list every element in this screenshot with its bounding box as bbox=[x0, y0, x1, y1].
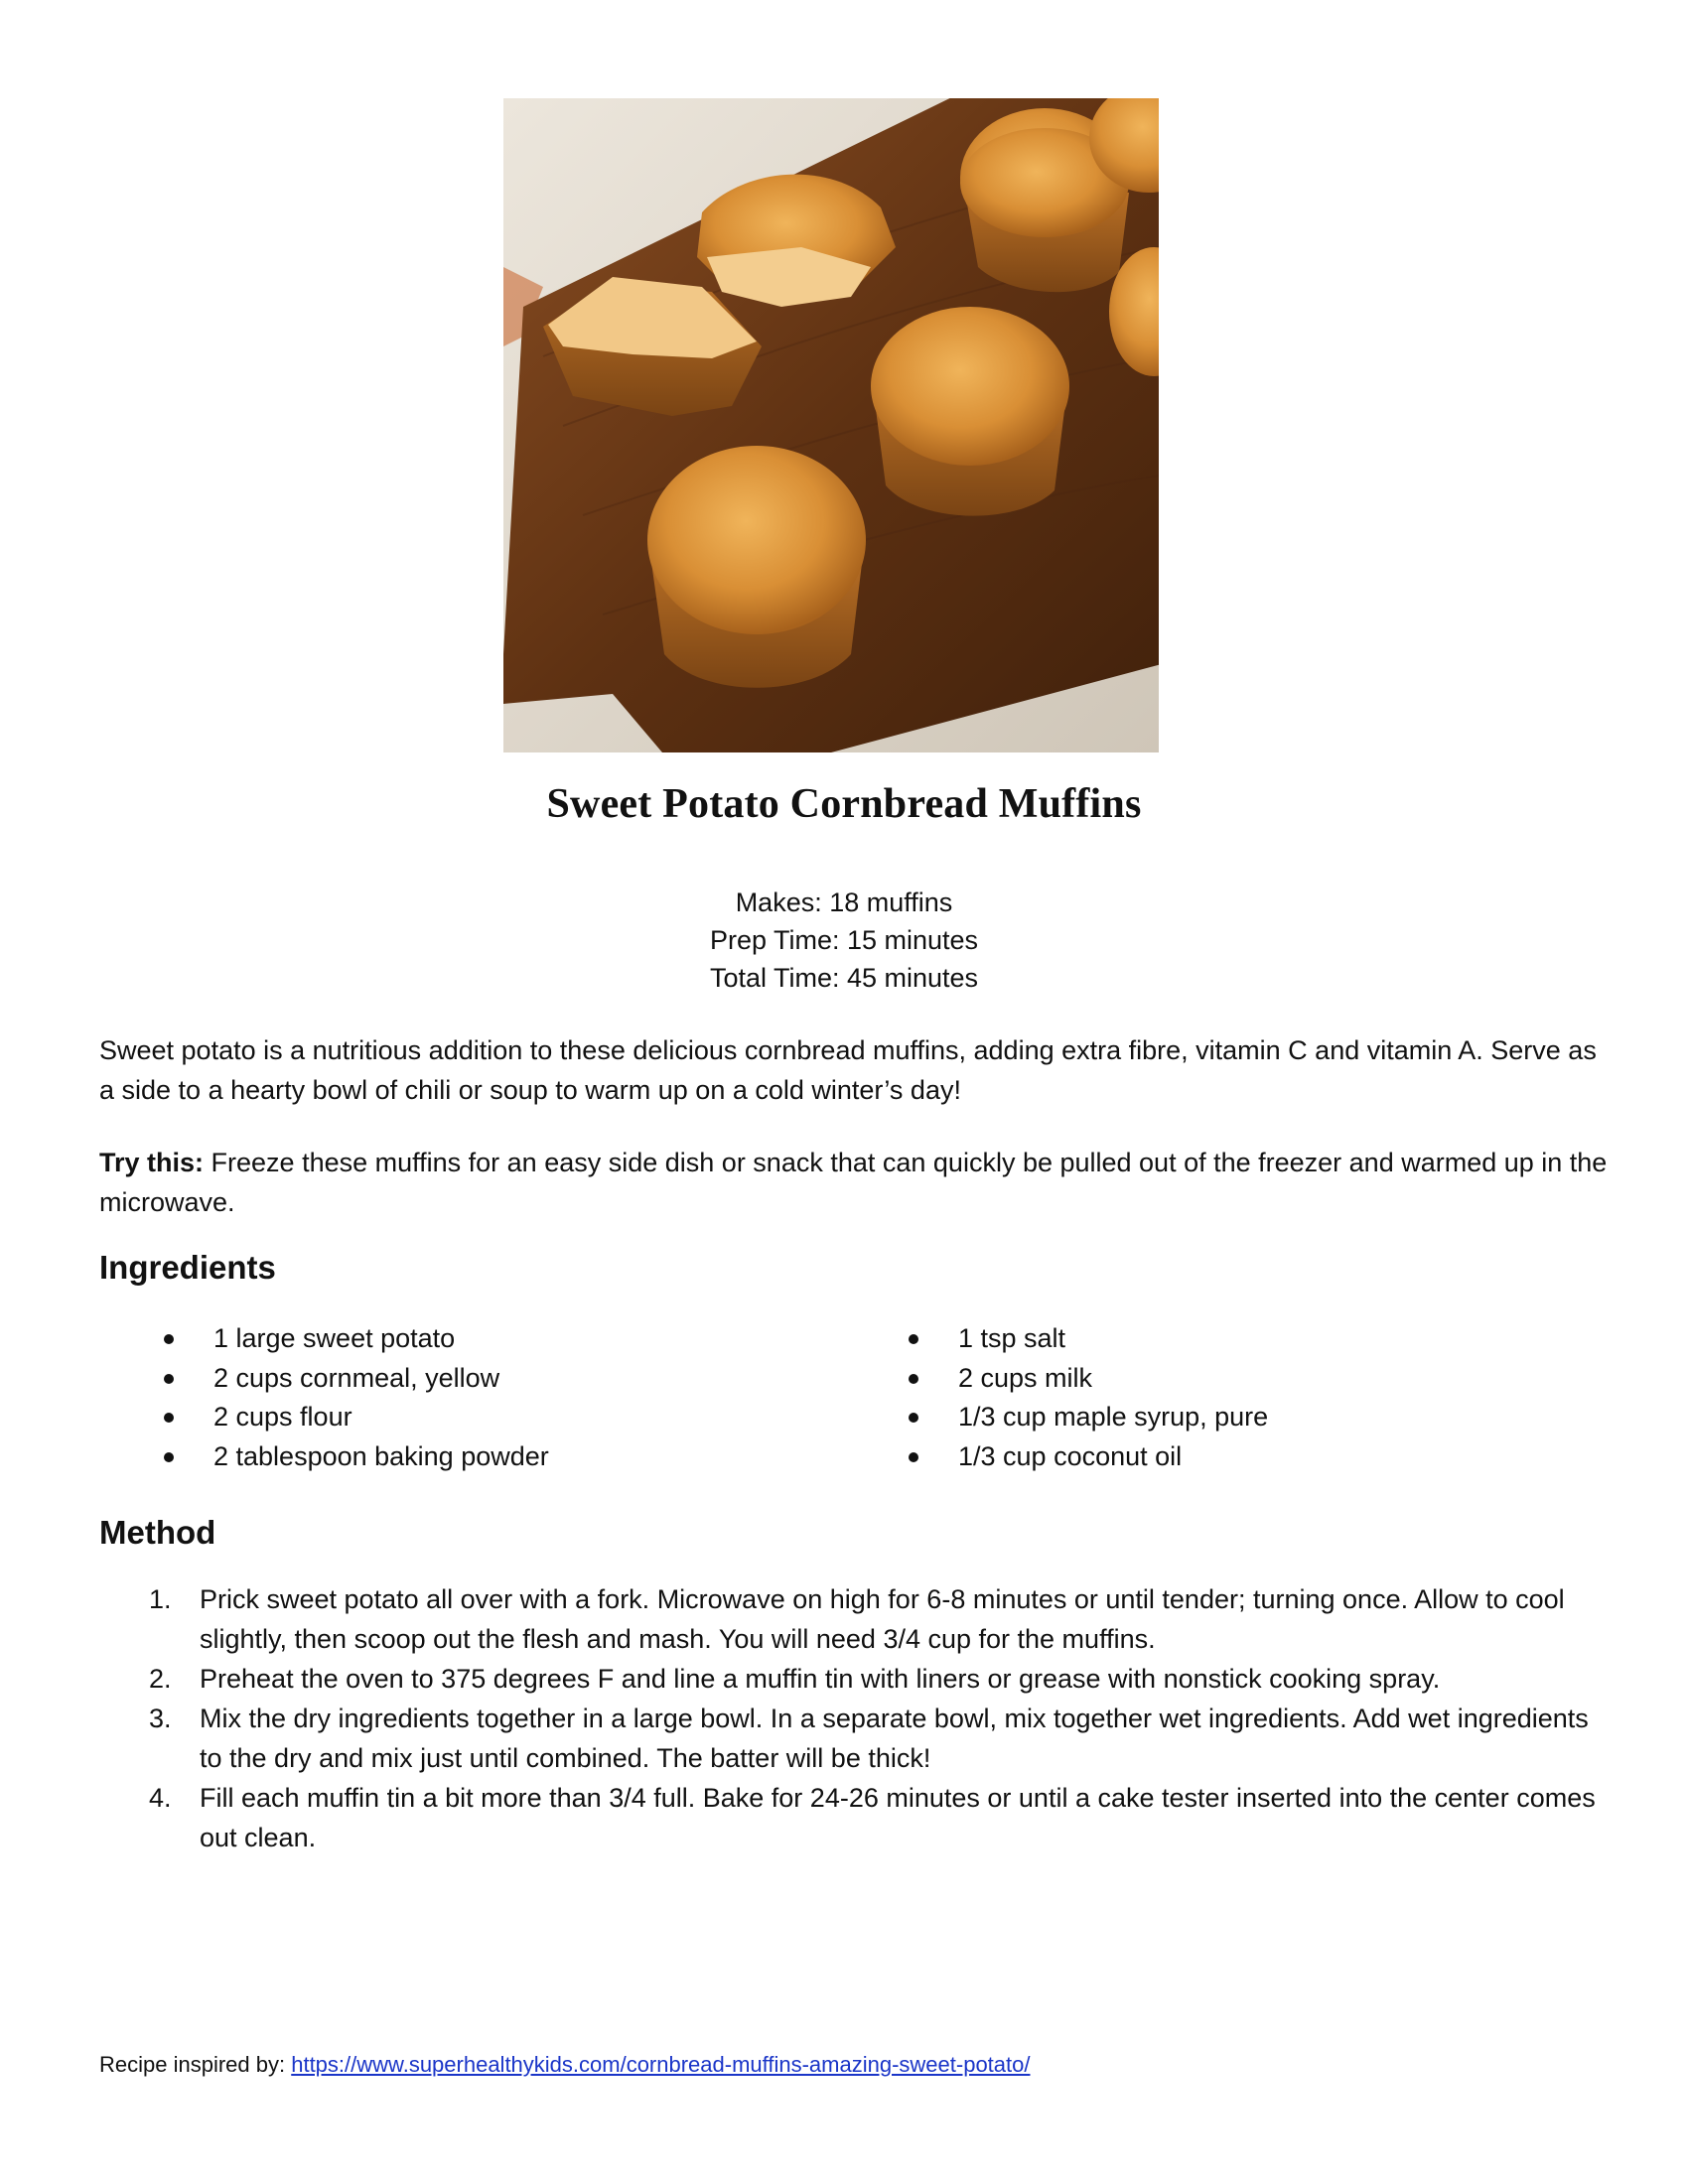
recipe-source bbox=[99, 2052, 1030, 2078]
bullet-icon bbox=[909, 1413, 918, 1423]
ingredient-text: 1 large sweet potato bbox=[213, 1323, 456, 1353]
ingredient-text: 1/3 cup coconut oil bbox=[958, 1440, 1183, 1471]
method-step bbox=[99, 1778, 1609, 1857]
step-number: 1. bbox=[149, 1584, 172, 1614]
bullet-icon bbox=[909, 1334, 918, 1344]
list-item bbox=[909, 1437, 1544, 1477]
method-steps bbox=[99, 1579, 1609, 1857]
ingredients-list-left bbox=[164, 1319, 779, 1476]
tip-paragraph bbox=[99, 1143, 1609, 1222]
recipe-meta bbox=[0, 884, 1688, 997]
list-item bbox=[164, 1398, 779, 1437]
method-heading: Method bbox=[99, 1514, 216, 1551]
step-number: 4. bbox=[149, 1783, 172, 1813]
ingredients-list-right bbox=[909, 1319, 1544, 1476]
bullet-icon bbox=[164, 1374, 174, 1384]
step-text: Preheat the oven to 375 degrees F and line a muffin tin with liners or grease with nonstick cooking spray. bbox=[200, 1664, 1441, 1694]
step-number: 2. bbox=[149, 1664, 172, 1694]
makes-text: Makes: 18 muffins bbox=[735, 887, 953, 917]
bullet-icon bbox=[164, 1452, 174, 1462]
step-text: Mix the dry ingredients together in a large bowl. In a separate bowl, mix together wet ingredients. Add wet ingredients to the dry and mix just until combined. The batter will be thick! bbox=[200, 1704, 1589, 1773]
list-item bbox=[164, 1359, 779, 1399]
list-item bbox=[909, 1359, 1544, 1399]
total-time-text: Total Time: 45 minutes bbox=[709, 963, 979, 993]
muffin-photo bbox=[503, 98, 1159, 752]
method-step bbox=[99, 1579, 1609, 1659]
tip-text: Freeze these muffins for an easy side dish or snack that can quickly be pulled out of the freezer and warmed up in the microwave. bbox=[99, 1148, 1608, 1217]
step-number: 3. bbox=[149, 1704, 172, 1733]
list-item bbox=[164, 1437, 779, 1477]
method-step bbox=[99, 1699, 1609, 1778]
prep-time-text: Prep Time: 15 minutes bbox=[709, 925, 979, 955]
ingredient-text: 1/3 cup maple syrup, pure bbox=[958, 1402, 1269, 1432]
source-link[interactable]: https://www.superhealthykids.com/cornbread-muffins-amazing-sweet-potato/ bbox=[291, 2052, 1031, 2077]
ingredient-text: 2 cups milk bbox=[958, 1362, 1093, 1393]
recipe-title: Sweet Potato Cornbread Muffins bbox=[546, 781, 1142, 827]
list-item bbox=[164, 1319, 779, 1359]
bullet-icon bbox=[909, 1452, 918, 1462]
bullet-icon bbox=[164, 1413, 174, 1423]
ingredient-text: 2 tablespoon baking powder bbox=[213, 1440, 549, 1471]
method-step bbox=[99, 1659, 1609, 1699]
intro-paragraph: Sweet potato is a nutritious addition to these delicious cornbread muffins, adding extra fibre, vitamin C and vitamin A. Serve as a side to a hearty bowl of chili or soup to warm up on a cold winter’s day! bbox=[99, 1035, 1597, 1105]
tip-label: Try this: bbox=[99, 1148, 205, 1177]
ingredients-heading: Ingredients bbox=[99, 1249, 276, 1286]
list-item bbox=[909, 1398, 1544, 1437]
bullet-icon bbox=[909, 1374, 918, 1384]
ingredient-text: 1 tsp salt bbox=[958, 1323, 1066, 1353]
step-text: Prick sweet potato all over with a fork. Microwave on high for 6-8 minutes or until tender; turning once. Allow to cool slightly, then scoop out the flesh and mash. You will need 3/4 cup for the muffins. bbox=[200, 1584, 1565, 1654]
ingredient-text: 2 cups flour bbox=[213, 1402, 352, 1432]
list-item bbox=[909, 1319, 1544, 1359]
step-text: Fill each muffin tin a bit more than 3/4 full. Bake for 24-26 minutes or until a cake tester inserted into the center comes out clean. bbox=[200, 1783, 1596, 1852]
ingredient-text: 2 cups cornmeal, yellow bbox=[213, 1362, 500, 1393]
bullet-icon bbox=[164, 1334, 174, 1344]
source-label: Recipe inspired by: bbox=[99, 2052, 292, 2077]
